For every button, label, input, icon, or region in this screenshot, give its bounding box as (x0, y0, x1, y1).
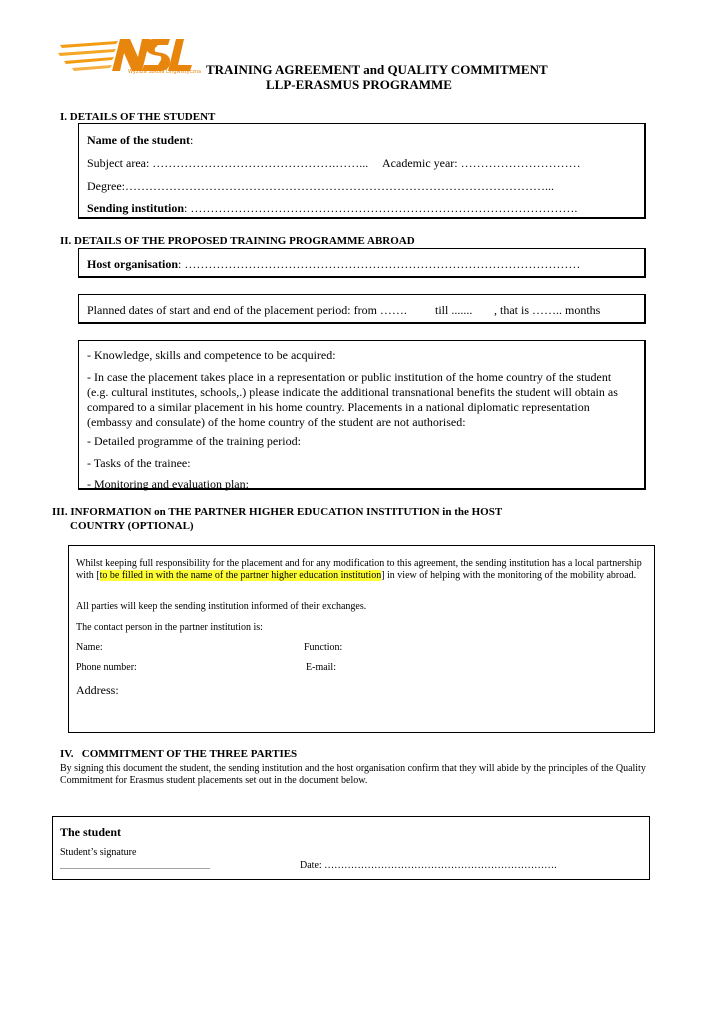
detailed-programme-field[interactable]: - Detailed programme of the training period: (87, 434, 301, 448)
section3-heading-line2: COUNTRY (OPTIONAL) (70, 520, 194, 532)
transnational-benefits-field[interactable]: - In case the placement takes place in a representation or public institution of the home country of the student (e.g. cultural institutes, schools,.) please indicate the additional transnational benefits the student will obtain as compared to a similar placement in his home country. Placements in a national diplomatic representation (embassy and consulate) of the home country of the student are not authorised: (87, 370, 618, 429)
academic-year-field[interactable]: Academic year: ………………………… (382, 156, 581, 170)
host-organisation-field[interactable] (87, 257, 580, 272)
section4-heading: IV. COMMITMENT OF THE THREE PARTIES (60, 748, 298, 760)
section2-heading: II. DETAILS OF THE PROPOSED TRAINING PROGRAMME ABROAD (60, 235, 415, 247)
title-line2: LLP-ERASMUS PROGRAMME (266, 77, 452, 92)
partner-institution-placeholder[interactable]: to be filled in with the name of the partner higher education institution (99, 570, 382, 581)
sending-institution-dots: : ……………………………………………………………………………………. (184, 201, 578, 215)
training-programme-box (78, 340, 646, 490)
placement-months-field[interactable]: , that is …….. months (494, 303, 601, 317)
subject-area-field[interactable]: Subject area: ……………………………………….……... (87, 156, 369, 170)
host-organisation-dots: : ……………………………………………………………………………………… (178, 257, 581, 271)
student-signature-line[interactable]: ........................................................................... (60, 862, 210, 871)
monitoring-plan-field[interactable]: - Monitoring and evaluation plan: (87, 477, 249, 491)
host-organisation-label: Host organisation (87, 257, 179, 271)
placement-dates-box (78, 294, 646, 324)
logo-subtext: Wyższa Szkoła Lingwistyczna (128, 69, 202, 75)
sending-institution-label: Sending institution (87, 201, 185, 215)
host-organisation-box (78, 248, 646, 278)
signature-date-field[interactable]: Date: ……………………………………………………………. (300, 860, 557, 871)
contact-person-paragraph: The contact person in the partner institution is: (76, 622, 263, 633)
trainee-tasks-field[interactable]: - Tasks of the trainee: (87, 456, 191, 470)
contact-function-field[interactable]: Function: (304, 642, 343, 653)
student-signature-label: Student’s signature (60, 847, 137, 858)
degree-field[interactable]: Degree:……………………………………………………………………………………………... (87, 179, 554, 193)
student-name-label: Name of the student (87, 133, 190, 147)
contact-email-field[interactable]: E-mail: (306, 662, 336, 673)
contact-address-field[interactable]: Address: (76, 683, 119, 697)
student-name-colon: : (190, 133, 194, 147)
contact-phone-field[interactable]: Phone number: (76, 662, 137, 673)
section1-heading: I. DETAILS OF THE STUDENT (60, 111, 216, 123)
partner-institution-box (68, 545, 655, 733)
nsl-logo (58, 31, 202, 77)
sending-institution-field[interactable] (87, 201, 577, 216)
partnership-text-a: Whilst keeping full responsibility for the placement and for any modification to this agreement, the sending institution has a local partnership with [ (76, 558, 642, 581)
commitment-text: By signing this document the student, the sending institution and the host organisation confirm that they will abide by the principles of the Quality Commitment for Erasmus student placements set out in the document below. (60, 763, 646, 786)
partnership-paragraph (76, 558, 648, 582)
contact-name-field[interactable]: Name: (76, 642, 103, 653)
student-details-box (78, 123, 646, 219)
student-name-field[interactable] (87, 133, 193, 148)
student-signature-title: The student (60, 825, 122, 839)
student-signature-box (52, 816, 650, 880)
section3-heading-line1: III. INFORMATION on THE PARTNER HIGHER EDUCATION INSTITUTION in the HOST (52, 506, 503, 518)
informed-paragraph: All parties will keep the sending institution informed of their exchanges. (76, 601, 367, 612)
placement-from-field[interactable]: Planned dates of start and end of the placement period: from ……. (87, 303, 407, 317)
placement-till-field[interactable]: till ....... (435, 303, 473, 317)
partnership-text-b: ] in view of helping with the monitoring of the mobility abroad. (381, 570, 637, 581)
knowledge-skills-field[interactable]: - Knowledge, skills and competence to be acquired: (87, 348, 336, 362)
title-line1: TRAINING AGREEMENT and QUALITY COMMITMENT (206, 62, 548, 77)
